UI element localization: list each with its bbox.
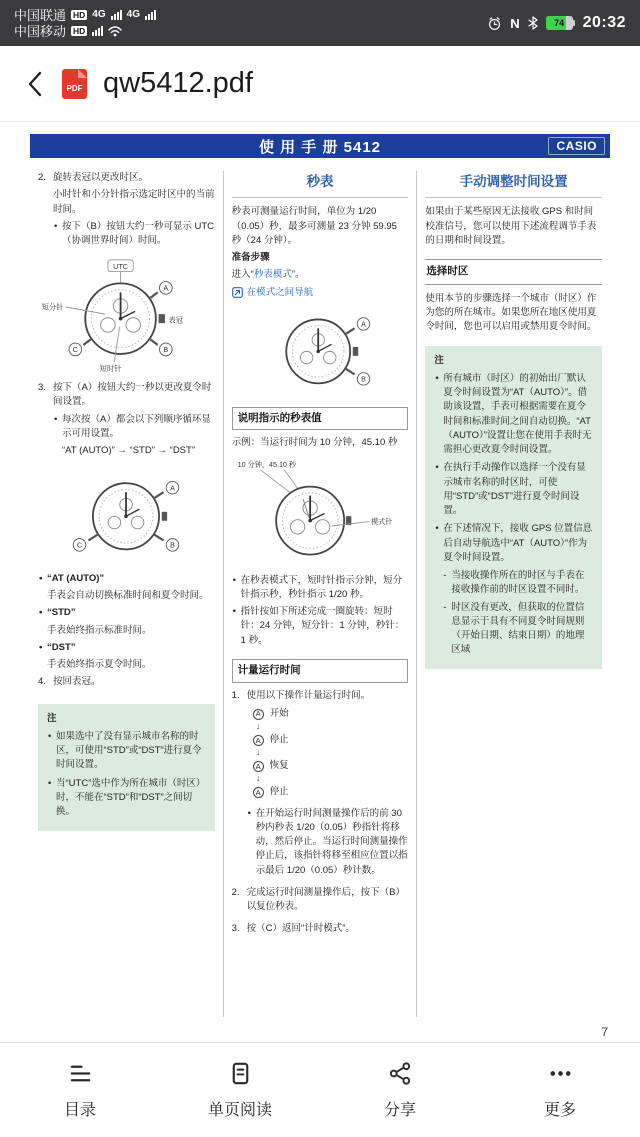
enter-suffix: ”。	[291, 269, 305, 281]
stopwatch-intro: 秒表可测量运行时间，单位为 1/20（0.05）秒，最多可测量 23 分钟 59.95 秒（24 分钟）。	[231, 206, 397, 246]
svg-text:PDF: PDF	[66, 83, 83, 93]
svg-text:B: B	[170, 541, 176, 550]
toolbar-label: 目录	[63, 1102, 96, 1119]
option-item	[38, 572, 215, 604]
column-right	[416, 171, 610, 1017]
svg-text:C: C	[77, 541, 83, 550]
carrier-2-label: 中国移动	[14, 23, 67, 39]
nfc-icon: N	[510, 15, 520, 31]
button-a-icon: A	[253, 735, 264, 746]
battery-percent: 74	[554, 18, 565, 28]
svg-text:A: A	[170, 484, 176, 493]
flow-step-label: 停止	[269, 786, 289, 798]
note-item: • 如果选中了没有显示城市名称的时区，可使用“STD”或“DST”进行夏令时间设置。	[47, 730, 206, 773]
stopwatch-flow	[253, 707, 409, 800]
svg-text:短时针: 短时针	[100, 364, 122, 374]
toolbar-item-more[interactable]	[480, 1043, 640, 1137]
stopwatch-bullet: • 在秒表模式下，短时针指示分钟，短分针指示秒，秒针指示 1/20 秒。	[232, 574, 409, 603]
hd-badge: HD	[73, 25, 86, 36]
alarm-icon	[487, 16, 502, 31]
svg-text:10 分钟，45.10 秒: 10 分钟，45.10 秒	[237, 460, 297, 469]
flow-step-label: 开始	[269, 707, 289, 719]
option-item	[38, 641, 215, 673]
signal-bars-icon	[111, 10, 122, 20]
nav-link-label: 在模式之间导航	[246, 286, 314, 298]
app-header	[0, 46, 640, 122]
manual-title: 使 用 手 册 5412	[258, 138, 382, 156]
option-term: • “STD”	[38, 606, 215, 620]
watch-diagram-stopwatch-mode	[232, 307, 409, 396]
prep-label: 准备步骤	[231, 252, 270, 263]
manual-time-intro: 如果由于某些原因无法接收 GPS 和时间校准信号，您可以使用下述流程调节手表的日期和时间设置。	[425, 206, 597, 246]
step-item	[38, 381, 215, 461]
step-number: 4.	[38, 676, 46, 688]
mode-navigation-link[interactable]	[232, 286, 409, 300]
note-box	[425, 346, 602, 669]
step-item	[38, 675, 215, 692]
stopwatch-bullet: • 指针按如下所述完成一圈旋转：短时针：24 分钟，短分针：1 分钟，秒针：1 秒。	[232, 605, 409, 648]
share-icon	[387, 1060, 414, 1087]
step-number: 2.	[38, 172, 46, 183]
step-text: 按回表冠。	[53, 676, 101, 688]
svg-text:A: A	[361, 320, 366, 329]
svg-text:C: C	[73, 345, 79, 355]
step-text: 旋转表冠以更改时区。	[53, 172, 149, 183]
chevron-left-icon	[26, 70, 44, 98]
step-bullet: • 每次按（A）都会以下列顺序循环显示可用设置。	[53, 413, 215, 442]
svg-text:模式针: 模式针	[370, 517, 393, 526]
section-title-stopwatch: 秒表	[232, 171, 409, 198]
signal-bars-icon	[92, 26, 103, 36]
pdf-file-icon	[61, 68, 88, 100]
status-left	[14, 9, 156, 38]
step-number: 3.	[231, 923, 240, 935]
enter-prefix: 进入“	[231, 269, 254, 281]
note-item: • 在下述情况下，接收 GPS 位置信息后自动导航选中“AT（AUTO）”作为夏令时间设置。	[434, 522, 593, 565]
carrier-1-label: 中国联通	[14, 7, 67, 23]
step-item	[232, 922, 409, 939]
bottom-toolbar	[0, 1042, 640, 1137]
option-desc: 手表始终指示夏令时间。	[47, 659, 152, 671]
flow-step	[253, 759, 409, 773]
step-item	[38, 171, 215, 251]
step-item	[232, 689, 409, 881]
page-columns	[30, 171, 610, 1017]
step-text: 使用以下操作计量运行时间。	[246, 689, 371, 701]
network-type-1: 4G	[92, 9, 106, 20]
svg-text:表冠: 表冠	[168, 315, 184, 325]
status-bar	[0, 0, 640, 46]
note-item: • 在执行手动操作以选择一个没有显示城市名称的时区时，可使用“STD”或“DST”进行夏令时间设置。	[434, 461, 593, 518]
step-number: 2.	[231, 886, 240, 898]
enter-mode-line	[232, 268, 409, 282]
toolbar-item-single-page[interactable]	[160, 1043, 320, 1137]
note-subitem: - 时区没有更改，但获取的位置信息显示于具有不同夏令时间规则（开始日期、结束日期）的地理区域	[443, 601, 593, 658]
note-box	[38, 704, 215, 832]
step-text: 按（C）返回“计时模式”。	[246, 923, 355, 935]
section-header-stopwatch-values: 说明指示的秒表值	[232, 407, 409, 431]
back-button[interactable]	[24, 66, 46, 102]
sim2-row	[14, 25, 156, 38]
option-item	[38, 606, 215, 638]
step-bullet: • 按下（B）按钮大约一秒可显示 UTC（协调世界时间）时间。	[53, 220, 215, 249]
signal-bars-icon	[145, 10, 156, 20]
casio-logo: CASIO	[548, 137, 605, 155]
button-a-icon: A	[253, 787, 264, 798]
svg-text:UTC: UTC	[113, 262, 129, 272]
flow-note: • 在开始运行时间测量操作后的前 30 秒内秒表 1/20（0.05）秒指针将移动，然后停止。当运行时间测量操作停止后，该指针将移至相应位置以指示最后 1/20（0.05）秒计数。	[247, 807, 409, 878]
toolbar-label: 更多	[543, 1102, 576, 1119]
more-icon	[547, 1060, 574, 1087]
option-desc: 手表始终指示标准时间。	[47, 624, 152, 636]
hd-badge: HD	[73, 9, 86, 20]
select-timezone-para: 使用本节的步骤选择一个城市（时区）作为您的所在城市。如果您所在地区使用夏令时间，您也可以启用或禁用夏令时间。	[425, 292, 597, 333]
page-number: 7	[601, 1025, 608, 1039]
step-number: 3.	[38, 382, 46, 394]
battery-indicator	[546, 16, 575, 30]
network-type-2: 4G	[126, 9, 140, 20]
toolbar-item-share[interactable]	[320, 1043, 480, 1137]
flow-step	[253, 707, 409, 721]
step-text: 完成运行时间测量操作后，按下（B）以复位秒表。	[246, 886, 406, 913]
column-left	[30, 171, 223, 1017]
flow-step	[253, 785, 409, 799]
down-arrow-icon	[253, 748, 264, 758]
watch-diagram-example	[232, 458, 409, 567]
flow-step-label: 停止	[269, 734, 289, 746]
watch-diagram-dst	[38, 468, 215, 565]
bluetooth-icon	[528, 16, 538, 30]
pdf-page	[0, 122, 640, 1042]
watch-diagram-timezone	[38, 258, 215, 374]
wifi-icon	[108, 26, 122, 37]
down-arrow-icon	[253, 774, 264, 784]
note-subitem: - 当接收操作所在的时区与手表在接收操作前的时区设置不同时。	[443, 569, 593, 598]
down-arrow-icon	[253, 722, 264, 732]
column-middle	[223, 171, 417, 1017]
jump-link-icon	[232, 287, 243, 298]
status-right	[487, 14, 626, 32]
svg-text:B: B	[163, 345, 169, 355]
manual-banner	[30, 134, 610, 158]
flow-step	[253, 733, 409, 747]
step-item	[232, 886, 409, 918]
setting-options	[38, 572, 215, 673]
single-page-icon	[227, 1060, 254, 1087]
toc-icon	[67, 1060, 94, 1087]
step-number: 1.	[231, 689, 240, 701]
note-title: 注	[434, 354, 444, 366]
file-title: qw5412.pdf	[103, 67, 253, 99]
section-header-measure-time: 计量运行时间	[232, 659, 409, 683]
note-item: • 当“UTC”选中作为所在城市（时区）时，不能在“STD”和“DST”之间切换。	[47, 777, 206, 820]
toolbar-label: 单页阅读	[207, 1102, 272, 1119]
note-title: 注	[47, 712, 57, 724]
section-header-select-timezone: 选择时区	[425, 259, 602, 285]
option-desc: 手表会自动切换标准时间和夏令时间。	[47, 590, 209, 602]
toolbar-item-toc[interactable]	[0, 1043, 160, 1137]
note-item: • 所有城市（时区）的初始出厂默认夏令时间设置为“AT（AUTO）”。借助该设置，手表可根据需要在夏令时间和标准时间之间自动切换。“AT（AUTO）”设置让您在使用手表时无需担心更改夏令时间设置。	[434, 372, 593, 458]
toolbar-label: 分享	[383, 1102, 416, 1119]
sim1-row	[14, 9, 156, 22]
svg-text:A: A	[163, 283, 169, 293]
option-term: • “AT (AUTO)”	[38, 572, 215, 586]
svg-text:短分针: 短分针	[42, 302, 64, 312]
stopwatch-mode-link[interactable]: 秒表模式	[253, 269, 292, 281]
step-text: 按下（A）按钮大约一秒以更改夏令时间设置。	[53, 382, 212, 408]
setting-sequence: “AT (AUTO)” → “STD” → “DST”	[62, 445, 195, 457]
button-a-icon: A	[253, 709, 264, 720]
button-a-icon: A	[253, 761, 264, 772]
section-title-manual-time: 手动调整时间设置	[425, 171, 602, 198]
flow-step-label: 恢复	[269, 760, 289, 772]
step-paragraph: 小时针和小分针指示选定时区中的当前时间。	[53, 189, 215, 215]
option-term: • “DST”	[38, 641, 215, 655]
example-text: 示例：当运行时间为 10 分钟，45.10 秒	[231, 437, 398, 449]
svg-text:B: B	[361, 375, 366, 384]
clock-text: 20:32	[582, 14, 626, 31]
